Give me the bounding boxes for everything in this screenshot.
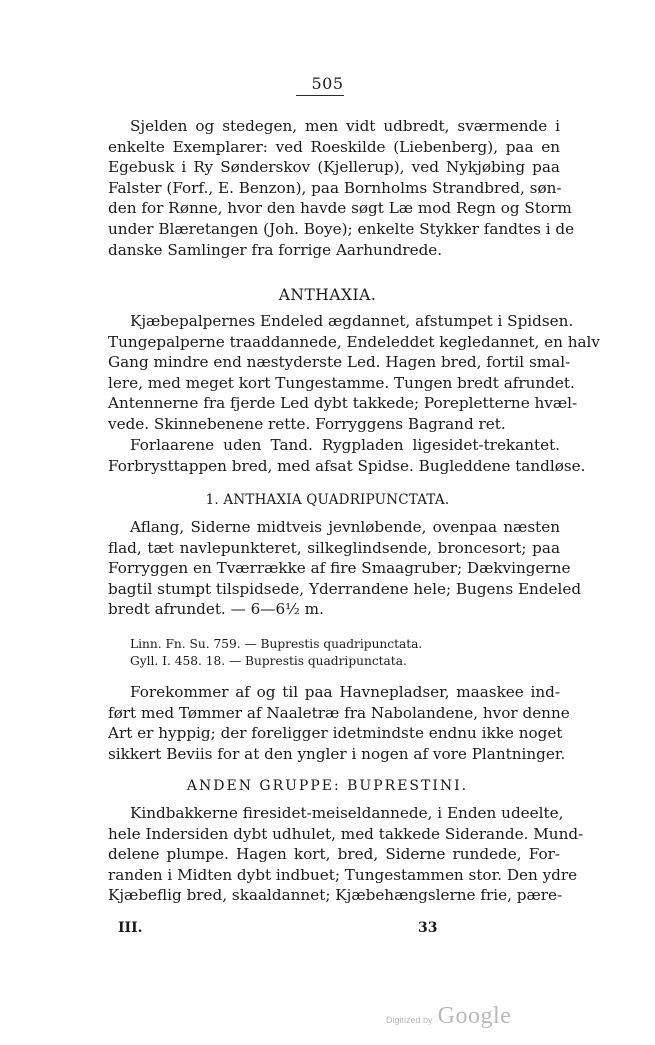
references: [108, 636, 560, 670]
text-line: Forbrysttappen bred, med afsat Spidse. Bugleddene tandløse.: [108, 456, 586, 475]
text-line: Gang mindre end næstyderste Led. Hagen bred, fortil smal-: [108, 353, 571, 372]
text-line: Egebusk i Ry Sønderskov (Kjellerup), ved Nykjøbing paa: [108, 158, 560, 177]
text-line: Tungepalperne traaddannede, Endeleddet kegledannet, en halv: [108, 332, 600, 351]
text-line: under Blæretangen (Joh. Boye); enkelte Stykker fandtes i de: [108, 219, 575, 238]
text-line: den for Rønne, hvor den havde søgt Læ mod Regn og Storm: [108, 199, 572, 218]
text-line: vede. Skinnebenene rette. Forryggens Bagrand ret.: [108, 414, 506, 433]
digitized-watermark: [386, 1003, 511, 1030]
page-number: 505: [311, 74, 344, 93]
reference-line: Gyll. I. 458. 18. — Buprestis quadripunctata.: [130, 654, 407, 668]
text-line: enkelte Exemplarer: ved Roeskilde (Liebenberg), paa en: [108, 137, 560, 156]
text-line: flad, tæt navlepunkteret, silkeglindsende, broncesort; paa: [108, 538, 560, 557]
text-line: randen i Midten dybt indbuet; Tungestammen stor. Den ydre: [108, 865, 578, 884]
text-line: Kjæbepalpernes Endeled ægdannet, afstumpet i Spidsen.: [130, 312, 574, 330]
text-line: Forlaarene uden Tand. Rygpladen ligesidet-trekantet.: [130, 436, 560, 454]
text-line: ført med Tømmer af Naaletræ fra Nabolandene, hvor denne: [108, 703, 570, 722]
paragraph-group-description: [108, 803, 584, 906]
watermark-prefix: Digitized by: [386, 1015, 433, 1025]
text-line: Kindbakkerne firesidet-meiseldannede, i Enden udeelte,: [130, 804, 564, 822]
paragraph-genus-features: [108, 435, 586, 476]
text-line: Kjæbeflig bred, skaaldannet; Kjæbehængslerne frie, pære-: [108, 886, 563, 905]
text-line: hele Indersiden dybt udhulet, med takkede Siderande. Mund-: [108, 824, 584, 843]
paragraph-species-description: [108, 517, 582, 620]
text-line: Aflang, Siderne midtveis jevnløbende, ovenpaa næsten: [130, 518, 560, 536]
paragraph-genus-description: [108, 311, 600, 435]
sheet-signature: 33: [418, 920, 438, 936]
text-line: sikkert Beviis for at den yngler i nogen af vore Plantninger.: [108, 744, 566, 763]
paragraph-occurrence: [108, 682, 570, 764]
species-heading: 1. ANTHAXIA QUADRIPUNCTATA.: [205, 492, 450, 508]
volume-signature: III.: [118, 920, 143, 936]
watermark-brand: Google: [437, 1003, 512, 1029]
text-line: Forekommer af og til paa Havnepladser, maaskee ind-: [130, 683, 560, 701]
page-number-rule: [296, 95, 344, 96]
group-heading: ANDEN GRUPPE: BUPRESTINI.: [186, 778, 469, 794]
text-line: bredt afrundet. — 6—6½ m.: [108, 600, 324, 619]
text-line: bagtil stumpt tilspidsede, Yderrandene hele; Bugens Endeled: [108, 579, 582, 598]
text-line: Sjelden og stedegen, men vidt udbredt, sværmende i: [130, 117, 560, 135]
text-line: Forryggen en Tværrække af fire Smaagruber; Dækvingerne: [108, 559, 571, 578]
text-line: delene plumpe. Hagen kort, bred, Siderne rundede, For-: [108, 845, 560, 864]
text-line: Art er hyppig; der foreligger idetmindste endnu ikke noget: [108, 724, 563, 743]
text-line: danske Samlinger fra forrige Aarhundrede.: [108, 240, 443, 259]
text-line: lere, med meget kort Tungestamme. Tungen bredt afrundet.: [108, 373, 575, 392]
text-line: Antennerne fra fjerde Led dybt takkede; Porepletterne hvæl-: [108, 394, 578, 413]
genus-heading: ANTHAXIA.: [278, 286, 377, 304]
paragraph-distribution: [108, 116, 575, 260]
text-line: Falster (Forf., E. Benzon), paa Bornholms Strandbred, søn-: [108, 178, 562, 197]
reference-line: Linn. Fn. Su. 759. — Buprestis quadripunctata.: [130, 637, 423, 651]
